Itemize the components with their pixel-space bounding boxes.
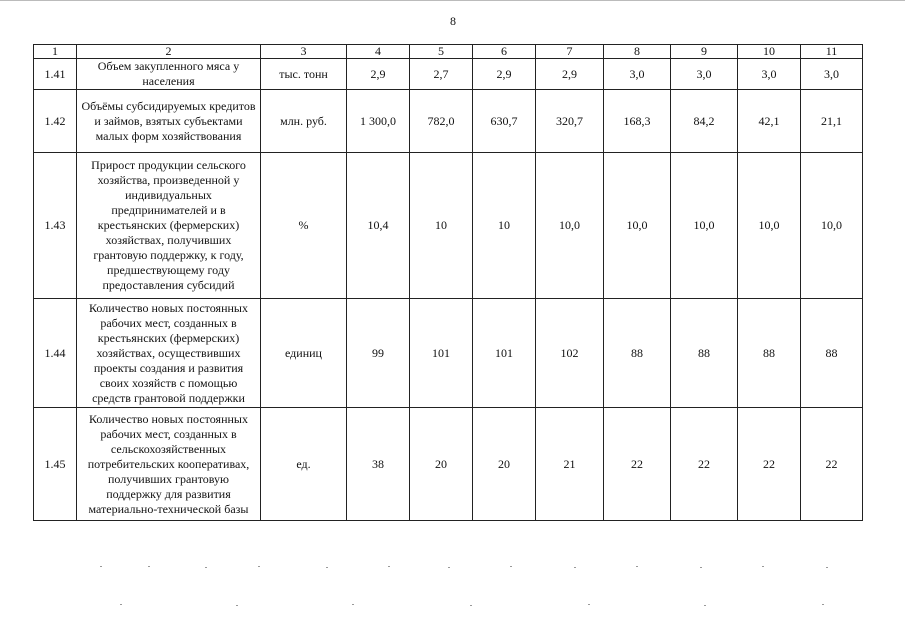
value-cell: 10,0: [671, 153, 738, 299]
header-cell: 10: [738, 45, 801, 59]
value-cell: 42,1: [738, 90, 801, 153]
table-row: [34, 408, 863, 521]
value-cell: 22: [604, 408, 671, 521]
unit-cell: единиц: [261, 299, 347, 408]
row-number: 1.41: [34, 59, 77, 90]
scan-speck: [822, 604, 824, 605]
scan-speck: [148, 566, 150, 567]
value-cell: 630,7: [473, 90, 536, 153]
value-cell: 10: [473, 153, 536, 299]
scan-speck: [826, 567, 828, 568]
scan-speck: [574, 567, 576, 568]
value-cell: 88: [801, 299, 863, 408]
value-cell: 1 300,0: [347, 90, 410, 153]
scan-speck: [100, 566, 102, 567]
scan-speck: [636, 566, 638, 567]
scan-speck: [352, 604, 354, 605]
value-cell: 320,7: [536, 90, 604, 153]
header-cell: 6: [473, 45, 536, 59]
value-cell: 3,0: [801, 59, 863, 90]
scan-speck: [700, 567, 702, 568]
header-cell: 8: [604, 45, 671, 59]
indicators-table: [33, 44, 863, 521]
value-cell: 22: [801, 408, 863, 521]
indicator-name: Количество новых постоянных рабочих мест, созданных в сельскохозяйственных потребительских кооперативах, получивших грантовую поддержку для развития материально-технической базы: [77, 408, 261, 521]
table-row: [34, 153, 863, 299]
scan-speck: [326, 567, 328, 568]
row-number: 1.44: [34, 299, 77, 408]
value-cell: 2,9: [347, 59, 410, 90]
unit-cell: %: [261, 153, 347, 299]
page-top-edge: [0, 0, 905, 1]
header-cell: 3: [261, 45, 347, 59]
indicator-name: Объем закупленного мяса у населения: [77, 59, 261, 90]
scan-speck: [205, 567, 207, 568]
value-cell: 20: [473, 408, 536, 521]
indicator-name: Прирост продукции сельского хозяйства, произведенной у индивидуальных предпринимателей и в крестьянских (фермерских) хозяйствах, получивших грантовую поддержку, к году, предшествующему году предоставления субсидий: [77, 153, 261, 299]
value-cell: 10,0: [738, 153, 801, 299]
value-cell: 168,3: [604, 90, 671, 153]
value-cell: 99: [347, 299, 410, 408]
value-cell: 3,0: [738, 59, 801, 90]
scan-speck: [762, 566, 764, 567]
header-cell: 9: [671, 45, 738, 59]
scan-speck: [258, 566, 260, 567]
header-cell: 5: [410, 45, 473, 59]
scan-speck: [470, 605, 472, 606]
row-number: 1.43: [34, 153, 77, 299]
scan-speck: [388, 566, 390, 567]
value-cell: 10,0: [604, 153, 671, 299]
row-number: 1.42: [34, 90, 77, 153]
value-cell: 2,9: [536, 59, 604, 90]
header-cell: 2: [77, 45, 261, 59]
indicator-name: Количество новых постоянных рабочих мест, созданных в крестьянских (фермерских) хозяйствах, осуществивших проекты создания и развития своих хозяйств с помощью средств грантовой поддержки: [77, 299, 261, 408]
table-body: [34, 59, 863, 521]
value-cell: 3,0: [604, 59, 671, 90]
table-row: [34, 90, 863, 153]
value-cell: 101: [473, 299, 536, 408]
header-cell: 1: [34, 45, 77, 59]
value-cell: 10,4: [347, 153, 410, 299]
value-cell: 22: [671, 408, 738, 521]
value-cell: 3,0: [671, 59, 738, 90]
table-row: [34, 299, 863, 408]
value-cell: 21: [536, 408, 604, 521]
value-cell: 20: [410, 408, 473, 521]
scan-speck: [236, 605, 238, 606]
value-cell: 2,7: [410, 59, 473, 90]
table-row: [34, 59, 863, 90]
value-cell: 101: [410, 299, 473, 408]
value-cell: 88: [671, 299, 738, 408]
unit-cell: млн. руб.: [261, 90, 347, 153]
value-cell: 88: [604, 299, 671, 408]
value-cell: 22: [738, 408, 801, 521]
scan-speck: [704, 605, 706, 606]
value-cell: 21,1: [801, 90, 863, 153]
value-cell: 10,0: [801, 153, 863, 299]
header-cell: 7: [536, 45, 604, 59]
scan-speck: [510, 566, 512, 567]
row-number: 1.45: [34, 408, 77, 521]
scan-speck: [448, 567, 450, 568]
value-cell: 88: [738, 299, 801, 408]
scan-speck: [588, 604, 590, 605]
table-header: [34, 45, 863, 59]
value-cell: 10,0: [536, 153, 604, 299]
value-cell: 782,0: [410, 90, 473, 153]
value-cell: 84,2: [671, 90, 738, 153]
value-cell: 10: [410, 153, 473, 299]
indicator-name: Объёмы субсидируемых кредитов и займов, взятых субъектами малых форм хозяйствования: [77, 90, 261, 153]
header-cell: 4: [347, 45, 410, 59]
value-cell: 102: [536, 299, 604, 408]
scan-speck: [120, 604, 122, 605]
header-cell: 11: [801, 45, 863, 59]
value-cell: 38: [347, 408, 410, 521]
value-cell: 2,9: [473, 59, 536, 90]
unit-cell: тыс. тонн: [261, 59, 347, 90]
unit-cell: ед.: [261, 408, 347, 521]
header-row: [34, 45, 863, 59]
page-number: 8: [450, 14, 456, 28]
